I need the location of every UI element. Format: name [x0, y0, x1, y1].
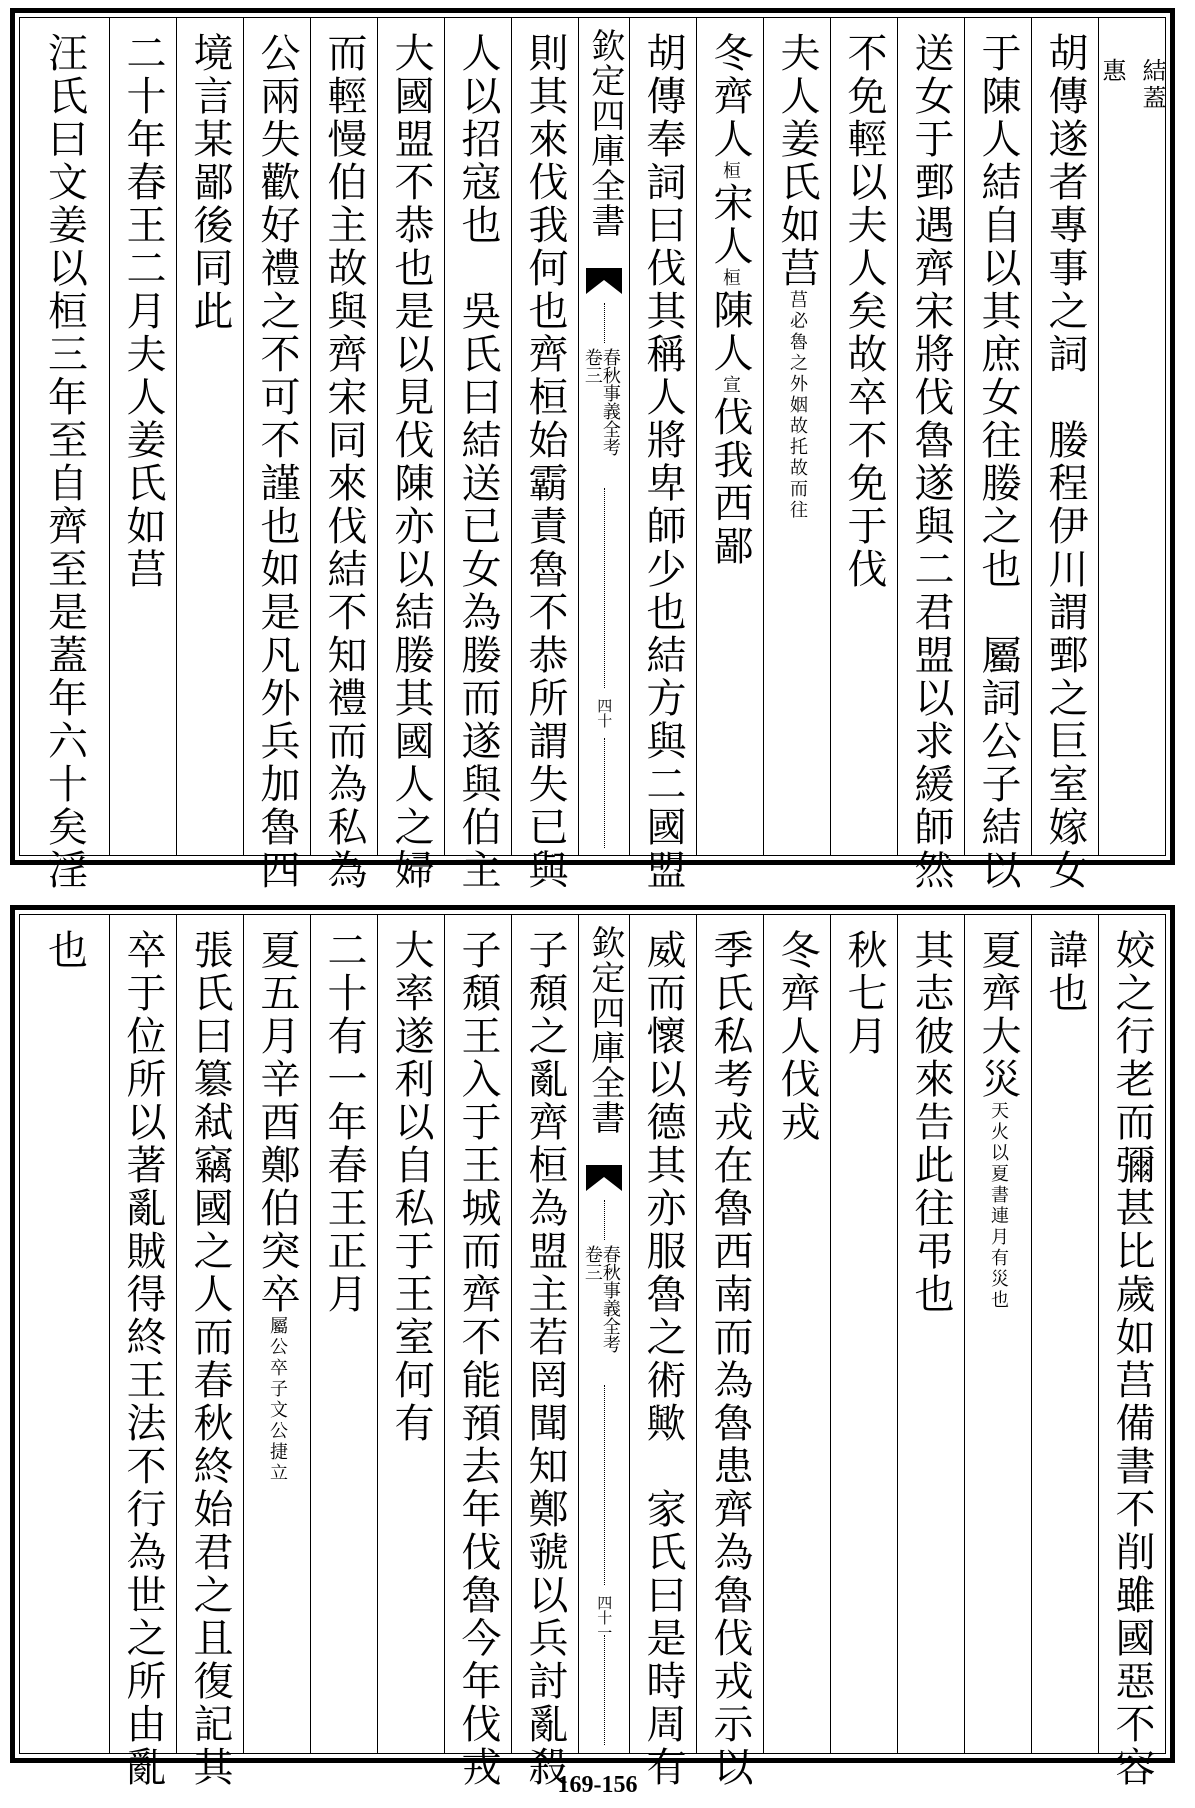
- text-column: [1098, 915, 1165, 1789]
- text-column: [377, 18, 444, 892]
- main-text: 宋人: [707, 182, 753, 268]
- center-fold-column: [578, 915, 629, 1753]
- text-column: [310, 915, 377, 1753]
- main-text: 季氏私考戎在魯西南而為魯患齊為魯伐戎示以: [707, 929, 753, 1789]
- main-text: 卒于位所以著亂賊得終王法不行為世之所由亂: [120, 929, 166, 1789]
- text-column: [964, 18, 1031, 892]
- leaf-number: 四十一: [595, 1595, 614, 1640]
- text-column: [243, 18, 310, 892]
- main-text: 則其來伐我何也齊桓始霸責魯不恭所謂失已與: [522, 32, 568, 892]
- annotation-note: 天火以夏書連月有災也: [988, 1101, 1009, 1311]
- text-column: [897, 915, 964, 1753]
- main-text: 姣之行老而彌甚比歲如莒備書不削雖國惡不容: [1109, 929, 1155, 1789]
- text-column: [176, 915, 243, 1789]
- main-text: 汪氏曰文姜以桓三年至自齊至是蓋年六十矣淫: [41, 32, 88, 892]
- text-column: [830, 18, 897, 855]
- text-column: [696, 915, 763, 1789]
- main-text: 二十年春王二月夫人姜氏如莒: [120, 32, 166, 591]
- text-column: [629, 915, 696, 1789]
- main-text: 冬齊人伐戎: [774, 929, 820, 1144]
- text-column: [763, 18, 830, 855]
- annotation-note: 宣: [720, 375, 741, 396]
- main-text: 大率遂利以自私于王室何有: [388, 929, 434, 1445]
- fishtail-mark-icon: [586, 268, 622, 294]
- main-text: 也: [41, 929, 88, 972]
- fishtail-mark-icon: [586, 1165, 622, 1191]
- main-text: 張氏曰簒弒竊國之人而春秋終始君之且復記其: [187, 929, 233, 1789]
- dotted-rule: [604, 738, 605, 848]
- main-text: 境言某鄙後同此: [187, 32, 233, 333]
- main-text: 夫人姜氏如莒: [774, 32, 820, 290]
- annotation-note: 桓: [720, 161, 741, 182]
- main-text: 而輕慢伯主故與齊宋同來伐結不知禮而為私為: [321, 32, 367, 892]
- annotation-note: 屬公卒子文公捷立: [267, 1316, 288, 1484]
- main-text: 二十有一年春王正月: [321, 929, 367, 1316]
- book-title: 欽定四庫全書: [584, 925, 625, 1135]
- top-page: [10, 8, 1175, 892]
- page-reference: 169-156: [557, 1772, 638, 1798]
- text-column: [629, 18, 696, 892]
- main-text: 陳人: [707, 289, 753, 375]
- top-page-columns: [19, 17, 1166, 892]
- section-title: 春秋事義全考: [599, 1245, 621, 1353]
- text-column: [964, 915, 1031, 1753]
- main-text: 胡傳奉詞曰伐其稱人將卑師少也結方與二國盟: [640, 32, 686, 892]
- main-text: 人以招寇也 吳氏曰結送已女為媵而遂與伯主: [455, 32, 501, 892]
- main-text: 其志彼來告此往弔也: [908, 929, 954, 1316]
- text-column: [310, 18, 377, 892]
- text-column: [897, 18, 964, 892]
- text-column: [444, 915, 511, 1789]
- main-text: 不免輕以夫人矣故卒不免于伐: [841, 32, 887, 591]
- main-text: 秋七月: [841, 929, 887, 1058]
- main-text: 送女于鄄遇齊宋將伐魯遂與二君盟以求緩師然: [908, 32, 954, 892]
- main-text: 子頹之亂齊桓為盟主若罔聞知鄭虢以兵討亂殺: [522, 929, 568, 1789]
- text-column: [20, 915, 109, 1753]
- dotted-rule: [604, 1200, 605, 1240]
- main-text: 諱也: [1042, 929, 1088, 1015]
- main-text: 公兩失歡好禮之不可不謹也如是凡外兵加魯四: [254, 32, 300, 892]
- main-text: 結蓋 惠: [1098, 58, 1166, 112]
- text-column: [511, 18, 578, 892]
- dotted-rule: [604, 1385, 605, 1585]
- main-text: 威而懷以德其亦服魯之術歟 家氏曰是時周有: [640, 929, 686, 1789]
- main-text: 于陳人結自以其庶女往媵之也 屬詞公子結以: [975, 32, 1021, 892]
- text-column: [109, 18, 176, 855]
- main-text: 胡傳遂者專事之詞 媵程伊川謂鄄之巨室嫁女: [1042, 32, 1088, 892]
- text-column: [511, 915, 578, 1789]
- dotted-rule: [604, 1635, 605, 1745]
- text-column: [243, 915, 310, 1753]
- volume-label: 卷三: [581, 348, 603, 384]
- main-text: 冬齊人: [707, 32, 753, 161]
- center-fold-column: [578, 18, 629, 855]
- dotted-rule: [604, 488, 605, 688]
- text-column: [1098, 18, 1165, 855]
- section-title: 春秋事義全考: [599, 348, 621, 456]
- text-column: [1031, 915, 1098, 1753]
- volume-label: 卷三: [581, 1245, 603, 1281]
- book-title: 欽定四庫全書: [584, 28, 625, 238]
- main-text: 子頹王入于王城而齊不能預去年伐魯今年伐戎: [455, 929, 501, 1789]
- text-column: [763, 915, 830, 1753]
- text-column: [176, 18, 243, 855]
- main-text: 夏齊大災: [975, 929, 1021, 1101]
- text-column: [20, 18, 109, 892]
- leaf-number: 四十: [595, 698, 614, 728]
- text-column: [109, 915, 176, 1789]
- text-column: [377, 915, 444, 1753]
- main-text: 伐我西鄙: [707, 396, 753, 568]
- text-column: [444, 18, 511, 892]
- main-text: 大國盟不恭也是以見伐陳亦以結媵其國人之婦: [388, 32, 434, 892]
- dotted-rule: [604, 303, 605, 343]
- annotation-note: 莒必魯之外姻故托故而往: [787, 290, 808, 521]
- text-column: [830, 915, 897, 1753]
- text-column: [1031, 18, 1098, 892]
- text-column: [696, 18, 763, 855]
- main-text: 夏五月辛酉鄭伯突卒: [254, 929, 300, 1316]
- annotation-note: 桓: [720, 268, 741, 289]
